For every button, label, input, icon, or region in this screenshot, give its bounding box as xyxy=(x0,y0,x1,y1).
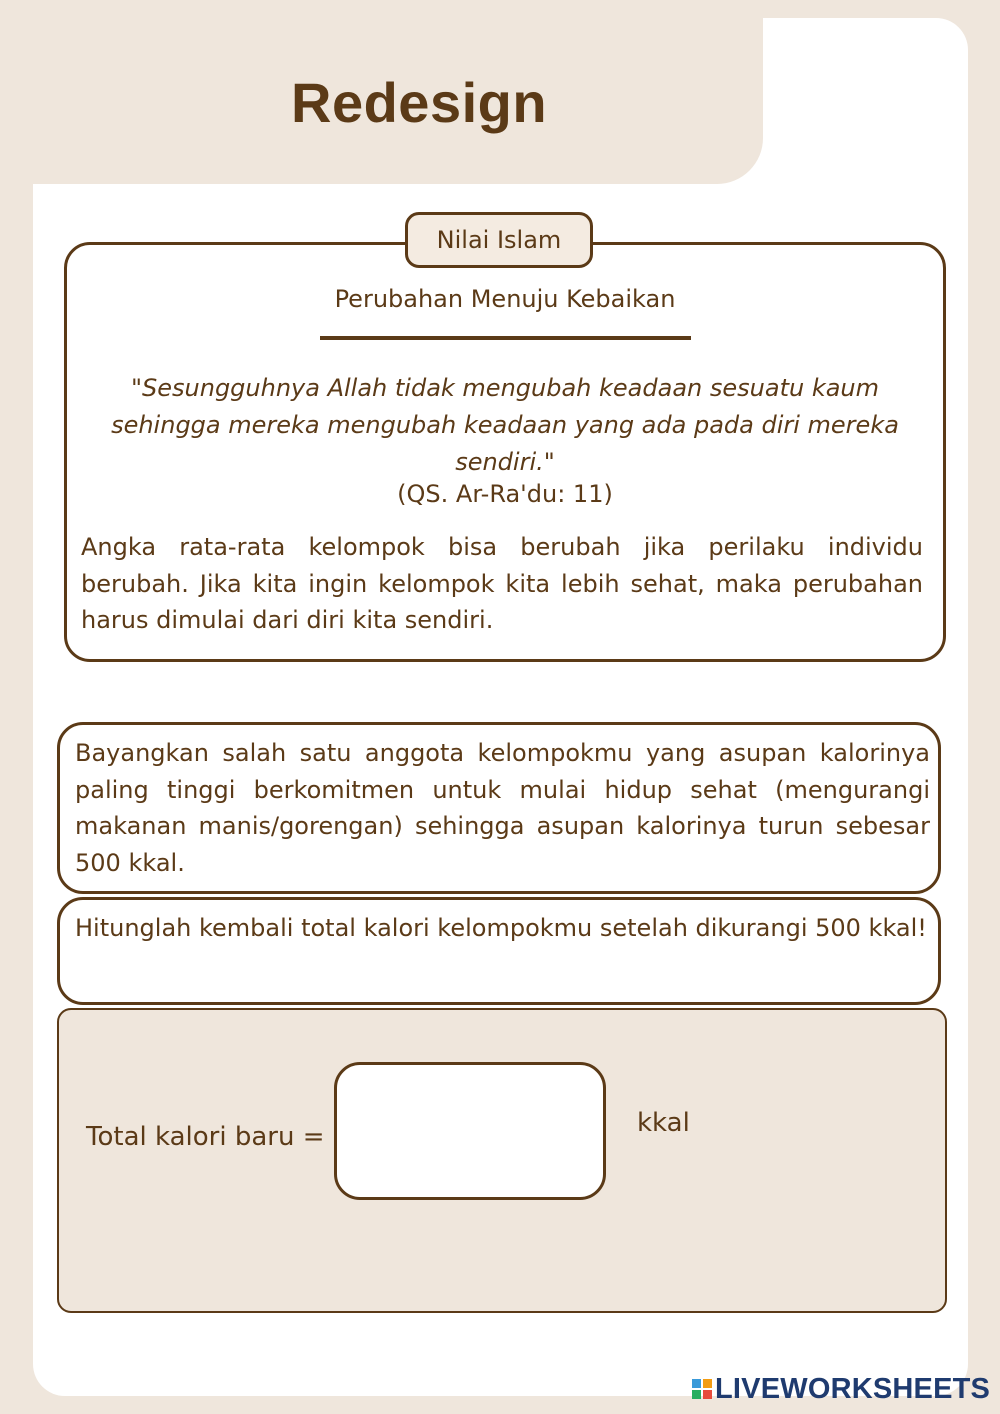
subtitle-underline xyxy=(320,336,691,340)
task-text: Hitunglah kembali total kalori kelompokmu setelah dikurangi 500 kkal! xyxy=(75,914,927,942)
page-title: Redesign xyxy=(291,71,548,134)
quote-text: Sesungguhnya Allah tidak mengubah keadaan sesuatu kaum sehingga mereka mengubah keadaan yang ada pada diri mereka sendiri. xyxy=(111,374,899,476)
islam-badge: Nilai Islam xyxy=(405,212,593,268)
answer-label: Total kalori baru = xyxy=(86,1122,325,1152)
islam-subtitle: Perubahan Menuju Kebaikan xyxy=(334,285,676,313)
title-tab xyxy=(33,18,763,184)
liveworksheets-logo[interactable] xyxy=(692,1374,990,1404)
scenario-text: Bayangkan salah satu anggota kelompokmu yang asupan kalorinya paling tinggi berkomitmen untuk mulai hidup sehat (mengurangi makanan manis/gorengan) sehingga asupan kalorinya turun sebesar 500 kkal. xyxy=(75,739,930,877)
quran-quote: "Sesungguhnya Allah tidak mengubah keadaan sesuatu kaum sehingga mereka mengubah keadaan yang ada pada diri mereka sendiri." xyxy=(111,374,899,476)
total-calorie-input[interactable] xyxy=(334,1062,606,1200)
answer-unit: kkal xyxy=(637,1108,690,1138)
logo-text: LIVEWORKSHEETS xyxy=(715,1372,991,1405)
islam-paragraph: Angka rata-rata kelompok bisa berubah jika perilaku individu berubah. Jika kita ingin kelompok kita lebih sehat, maka perubahan harus dimulai dari diri kita sendiri. xyxy=(81,533,923,634)
liveworksheets-logo-icon xyxy=(692,1379,712,1399)
quote-source: (QS. Ar-Ra'du: 11) xyxy=(397,480,613,508)
